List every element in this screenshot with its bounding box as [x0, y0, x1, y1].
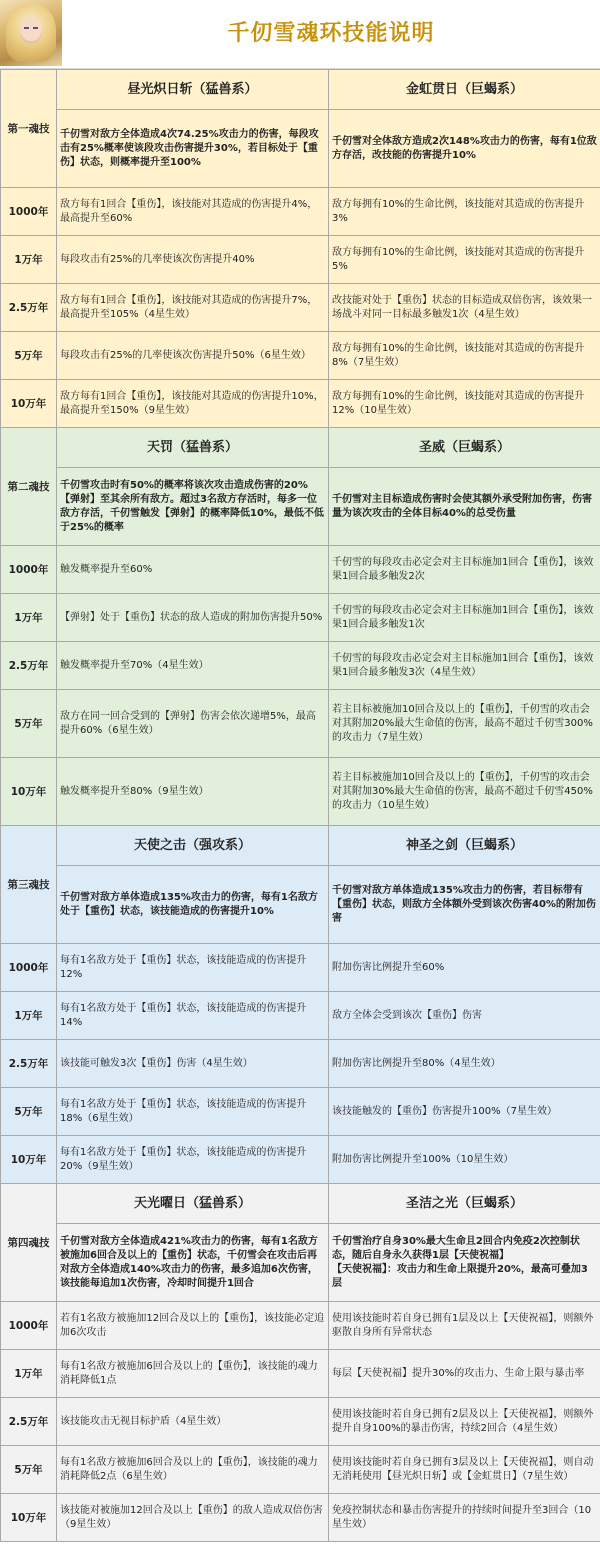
upgrade-text-a: 每有1名敌方处于【重伤】状态，该技能造成的伤害提升20%（9星生效）	[57, 1136, 329, 1184]
year-row	[1, 546, 600, 594]
upgrade-text-a: 每有1名敌方被施加6回合及以上的【重伤】，该技能的魂力消耗降低2点（6星生效）	[57, 1446, 329, 1494]
upgrade-text-a: 若有1名敌方被施加12回合及以上的【重伤】，该技能必定追加6次攻击	[57, 1302, 329, 1350]
upgrade-text-a: 该技能对被施加12回合及以上【重伤】的敌人造成双倍伤害（9星生效）	[57, 1494, 329, 1542]
soul-skill-label: 第四魂技	[1, 1184, 57, 1302]
skill-name-b: 圣威（巨蝎系）	[329, 428, 600, 468]
year-row	[1, 1136, 600, 1184]
upgrade-text-b: 使用该技能时若自身已拥有2层及以上【天使祝福】，则额外提升自身100%的暴击伤害，持续2回合（4星生效）	[329, 1398, 600, 1446]
year-row	[1, 380, 600, 428]
year-label: 5万年	[1, 332, 57, 380]
year-label: 1000年	[1, 1302, 57, 1350]
upgrade-text-a: 敌方每有1回合【重伤】，该技能对其造成的伤害提升7%，最高提升至105%（4星生效）	[57, 284, 329, 332]
year-row	[1, 188, 600, 236]
year-row	[1, 594, 600, 642]
upgrade-text-b: 每层【天使祝福】提升30%的攻击力、生命上限与暴击率	[329, 1350, 600, 1398]
upgrade-text-a: 触发概率提升至80%（9星生效）	[57, 758, 329, 826]
upgrade-text-a: 每有1名敌方处于【重伤】状态，该技能造成的伤害提升14%	[57, 992, 329, 1040]
year-row	[1, 332, 600, 380]
upgrade-text-b: 免疫控制状态和暴击伤害提升的持续时间提升至3回合（10星生效）	[329, 1494, 600, 1542]
skill-desc-b: 千仞雪对敌方单体造成135%攻击力的伤害，若目标带有【重伤】状态，则敌方全体额外受到该次伤害40%的附加伤害	[329, 866, 600, 944]
upgrade-text-b: 千仞雪的每段攻击必定会对主目标施加1回合【重伤】，该效果1回合最多触发1次	[329, 594, 600, 642]
year-row	[1, 944, 600, 992]
year-row	[1, 1446, 600, 1494]
skill-desc-row	[1, 1224, 600, 1302]
year-label: 10万年	[1, 1136, 57, 1184]
upgrade-text-a: 触发概率提升至70%（4星生效）	[57, 642, 329, 690]
upgrade-text-a: 触发概率提升至60%	[57, 546, 329, 594]
year-label: 10万年	[1, 380, 57, 428]
upgrade-text-b: 千仞雪的每段攻击必定会对主目标施加1回合【重伤】，该效果1回合最多触发2次	[329, 546, 600, 594]
upgrade-text-a: 敌方在同一回合受到的【弹射】伤害会依次递增5%，最高提升60%（6星生效）	[57, 690, 329, 758]
year-label: 10万年	[1, 1494, 57, 1542]
upgrade-text-b: 改技能对处于【重伤】状态的目标造成双倍伤害，该效果一场战斗对同一目标最多触发1次（4星生效）	[329, 284, 600, 332]
skill-name-b: 金虹贯日（巨蝎系）	[329, 70, 600, 110]
upgrade-text-b: 敌方全体会受到该次【重伤】伤害	[329, 992, 600, 1040]
skill-name-row	[1, 1184, 600, 1224]
year-label: 10万年	[1, 758, 57, 826]
skill-desc-a: 千仞雪攻击时有50%的概率将该次攻击造成伤害的20%【弹射】至其余所有敌方。超过3名敌方存活时，每多一位敌方存活，千仞雪触发【弹射】的概率降低10%，最低不低于25%的概率	[57, 468, 329, 546]
year-label: 2.5万年	[1, 642, 57, 690]
skill-desc-a: 千仞雪对敌方单体造成135%攻击力的伤害，每有1名敌方处于【重伤】状态，该技能造成的伤害提升10%	[57, 866, 329, 944]
upgrade-text-a: 【弹射】处于【重伤】状态的敌人造成的附加伤害提升50%	[57, 594, 329, 642]
upgrade-text-b: 敌方每拥有10%的生命比例，该技能对其造成的伤害提升8%（7星生效）	[329, 332, 600, 380]
year-label: 1万年	[1, 594, 57, 642]
skill-name-b: 神圣之剑（巨蝎系）	[329, 826, 600, 866]
year-row	[1, 1040, 600, 1088]
year-row	[1, 642, 600, 690]
soul-skill-label: 第一魂技	[1, 70, 57, 188]
soul-skill-label: 第二魂技	[1, 428, 57, 546]
upgrade-text-b: 附加伤害比例提升至60%	[329, 944, 600, 992]
upgrade-text-b: 使用该技能时若自身已拥有1层及以上【天使祝福】，则额外驱散自身所有异常状态	[329, 1302, 600, 1350]
year-row	[1, 284, 600, 332]
upgrade-text-b: 附加伤害比例提升至100%（10星生效）	[329, 1136, 600, 1184]
year-label: 2.5万年	[1, 284, 57, 332]
skill-name-row	[1, 70, 600, 110]
upgrade-text-b: 该技能触发的【重伤】伤害提升100%（7星生效）	[329, 1088, 600, 1136]
skill-desc-row	[1, 110, 600, 188]
skill-desc-a: 千仞雪对敌方全体造成4次74.25%攻击力的伤害，每段攻击有25%概率使该段攻击伤害提升30%，若目标处于【重伤】状态，则概率提升至100%	[57, 110, 329, 188]
year-row	[1, 1350, 600, 1398]
year-label: 1万年	[1, 992, 57, 1040]
year-label: 1000年	[1, 944, 57, 992]
upgrade-text-a: 每有1名敌方被施加6回合及以上的【重伤】，该技能的魂力消耗降低1点	[57, 1350, 329, 1398]
skill-desc-b: 千仞雪治疗自身30%最大生命且2回合内免疫2次控制状态，随后自身永久获得1层【天使祝福】 【天使祝福】：攻击力和生命上限提升20%，最高可叠加3层	[329, 1224, 600, 1302]
skill-desc-a: 千仞雪对敌方全体造成421%攻击力的伤害，每有1名敌方被施加6回合及以上的【重伤】状态，千仞雪会在攻击后再对敌方全体造成140%攻击力的伤害，最多追加6次伤害，该技能每追加1次伤害，冷却时间提升1回合	[57, 1224, 329, 1302]
skill-name-row	[1, 428, 600, 468]
skill-desc-row	[1, 468, 600, 546]
skill-name-row	[1, 826, 600, 866]
upgrade-text-b: 敌方每拥有10%的生命比例，该技能对其造成的伤害提升5%	[329, 236, 600, 284]
year-label: 2.5万年	[1, 1040, 57, 1088]
year-label: 1万年	[1, 236, 57, 284]
upgrade-text-b: 若主目标被施加10回合及以上的【重伤】，千仞雪的攻击会对其附加20%最大生命值的伤害，最高不超过千仞雪300%的攻击力（7星生效）	[329, 690, 600, 758]
year-label: 2.5万年	[1, 1398, 57, 1446]
upgrade-text-b: 附加伤害比例提升至80%（4星生效）	[329, 1040, 600, 1088]
year-row	[1, 758, 600, 826]
year-label: 1000年	[1, 546, 57, 594]
skill-desc-b: 千仞雪对主目标造成伤害时会使其额外承受附加伤害，伤害量为该次攻击的全体目标40%的总受伤量	[329, 468, 600, 546]
upgrade-text-b: 敌方每拥有10%的生命比例，该技能对其造成的伤害提升12%（10星生效）	[329, 380, 600, 428]
upgrade-text-b: 使用该技能时若自身已拥有3层及以上【天使祝福】，则自动无消耗使用【昼光炽日斩】或【金虹贯日】（7星生效）	[329, 1446, 600, 1494]
year-row	[1, 992, 600, 1040]
year-row	[1, 1088, 600, 1136]
soul-skill-label: 第三魂技	[1, 826, 57, 944]
year-label: 5万年	[1, 690, 57, 758]
upgrade-text-b: 敌方每拥有10%的生命比例，该技能对其造成的伤害提升3%	[329, 188, 600, 236]
year-label: 1000年	[1, 188, 57, 236]
skill-desc-b: 千仞雪对全体敌方造成2次148%攻击力的伤害，每有1位敌方存活，改技能的伤害提升10%	[329, 110, 600, 188]
upgrade-text-a: 敌方每有1回合【重伤】，该技能对其造成的伤害提升4%，最高提升至60%	[57, 188, 329, 236]
year-label: 1万年	[1, 1350, 57, 1398]
skill-name-a: 昼光炽日斩（猛兽系）	[57, 70, 329, 110]
upgrade-text-a: 每有1名敌方处于【重伤】状态，该技能造成的伤害提升12%	[57, 944, 329, 992]
skill-name-a: 天光曜日（猛兽系）	[57, 1184, 329, 1224]
upgrade-text-b: 千仞雪的每段攻击必定会对主目标施加1回合【重伤】，该效果1回合最多触发3次（4星生效）	[329, 642, 600, 690]
skill-name-a: 天使之击（强攻系）	[57, 826, 329, 866]
year-row	[1, 1302, 600, 1350]
character-avatar	[0, 0, 62, 66]
year-label: 5万年	[1, 1088, 57, 1136]
page-title: 千仞雪魂环技能说明	[227, 21, 435, 46]
skill-name-b: 圣洁之光（巨蝎系）	[329, 1184, 600, 1224]
skill-name-a: 天罚（猛兽系）	[57, 428, 329, 468]
upgrade-text-a: 每段攻击有25%的几率使该次伤害提升50%（6星生效）	[57, 332, 329, 380]
upgrade-text-a: 每有1名敌方处于【重伤】状态，该技能造成的伤害提升18%（6星生效）	[57, 1088, 329, 1136]
upgrade-text-b: 若主目标被施加10回合及以上的【重伤】，千仞雪的攻击会对其附加30%最大生命值的伤害，最高不超过千仞雪450%的攻击力（10星生效）	[329, 758, 600, 826]
page-header	[0, 0, 600, 69]
upgrade-text-a: 该技能攻击无视目标护盾（4星生效）	[57, 1398, 329, 1446]
upgrade-text-a: 敌方每有1回合【重伤】，该技能对其造成的伤害提升10%，最高提升至150%（9星生效）	[57, 380, 329, 428]
upgrade-text-a: 该技能可触发3次【重伤】伤害（4星生效）	[57, 1040, 329, 1088]
year-row	[1, 1494, 600, 1542]
year-row	[1, 1398, 600, 1446]
year-row	[1, 690, 600, 758]
skill-desc-row	[1, 866, 600, 944]
upgrade-text-a: 每段攻击有25%的几率使该次伤害提升40%	[57, 236, 329, 284]
skill-table	[0, 69, 600, 1542]
year-label: 5万年	[1, 1446, 57, 1494]
year-row	[1, 236, 600, 284]
